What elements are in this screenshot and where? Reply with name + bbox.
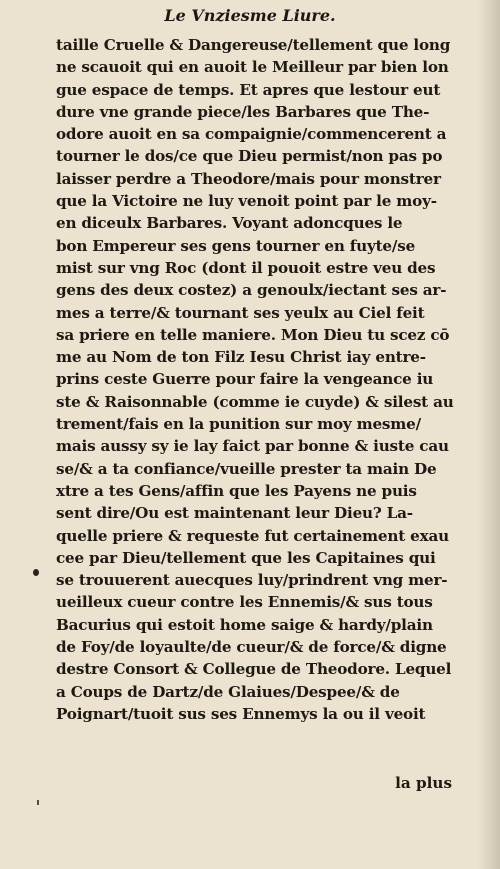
text-line: xtre a tes Gens/affin que les Payens ne puis — [56, 481, 417, 500]
text-line: a Coups de Dartz/de Glaiues/Despee/& de — [56, 682, 400, 701]
text-line: prins ceste Guerre pour faire la vengeance iu — [56, 370, 434, 389]
text-line: ne scauoit qui en auoit le Meilleur par bien lon — [56, 58, 449, 77]
ink-speck — [37, 800, 39, 805]
text-line: ueilleux cueur contre les Ennemis/& sus tous — [56, 593, 433, 612]
text-line: bon Empereur ses gens tourner en fuyte/se — [56, 236, 416, 255]
text-line: en diceulx Barbares. Voyant adoncques le — [56, 214, 403, 233]
text-line: sa priere en telle maniere. Mon Dieu tu scez cō — [56, 325, 450, 344]
text-line: taille Cruelle & Dangereuse/tellement que long — [56, 36, 451, 54]
text-line: cee par Dieu/tellement que les Capitaines qui — [56, 548, 436, 567]
text-line: gue espace de temps. Et apres que lestour eut — [56, 80, 441, 99]
text-line: sent dire/Ou est maintenant leur Dieu? La- — [56, 504, 413, 523]
text-line: gens des deux costez) a genoulx/iectant ses ar- — [56, 281, 447, 300]
text-line: odore auoit en sa compaignie/commencerent a — [56, 125, 447, 144]
text-line: laisser perdre a Theodore/mais pour monstrer — [56, 169, 441, 188]
text-line: me au Nom de ton Filz Iesu Christ iay entre- — [56, 348, 426, 367]
body-text — [56, 34, 454, 725]
text-line: trement/fais en la punition sur moy mesme/ — [56, 415, 421, 434]
text-line: se/& a ta confiance/vueille prester ta main De — [56, 459, 437, 478]
text-line: Bacurius qui estoit home saige & hardy/plain — [56, 615, 433, 634]
running-header: Le Vnziesme Liure. — [164, 6, 336, 25]
text-line: mist sur vng Roc (dont il pouoit estre veu des — [56, 258, 436, 277]
text-line: tourner le dos/ce que Dieu permist/non pas po — [56, 147, 443, 166]
text-line: quelle priere & requeste fut certainement exau — [56, 526, 449, 545]
page-gutter-shadow — [478, 0, 500, 869]
text-line: destre Consort & Collegue de Theodore. Lequel — [56, 660, 452, 679]
text-line: mes a terre/& tournant ses yeulx au Ciel feit — [56, 303, 425, 322]
text-line: mais aussy sy ie lay faict par bonne & iuste cau — [56, 437, 449, 456]
ink-blot-mark — [33, 569, 39, 576]
text-line: Poignart/tuoit sus ses Ennemys la ou il veoit — [56, 704, 426, 723]
text-line: ste & Raisonnable (comme ie cuyde) & silest au — [56, 392, 454, 411]
catchword: la plus — [395, 774, 452, 792]
text-line: que la Victoire ne luy venoit point par le moy- — [56, 192, 437, 211]
text-line: dure vne grande piece/les Barbares que The- — [56, 102, 430, 121]
text-line: se trouuerent auecques luy/prindrent vng mer- — [56, 571, 448, 590]
text-line: de Foy/de loyaulte/de cueur/& de force/& digne — [56, 638, 447, 657]
